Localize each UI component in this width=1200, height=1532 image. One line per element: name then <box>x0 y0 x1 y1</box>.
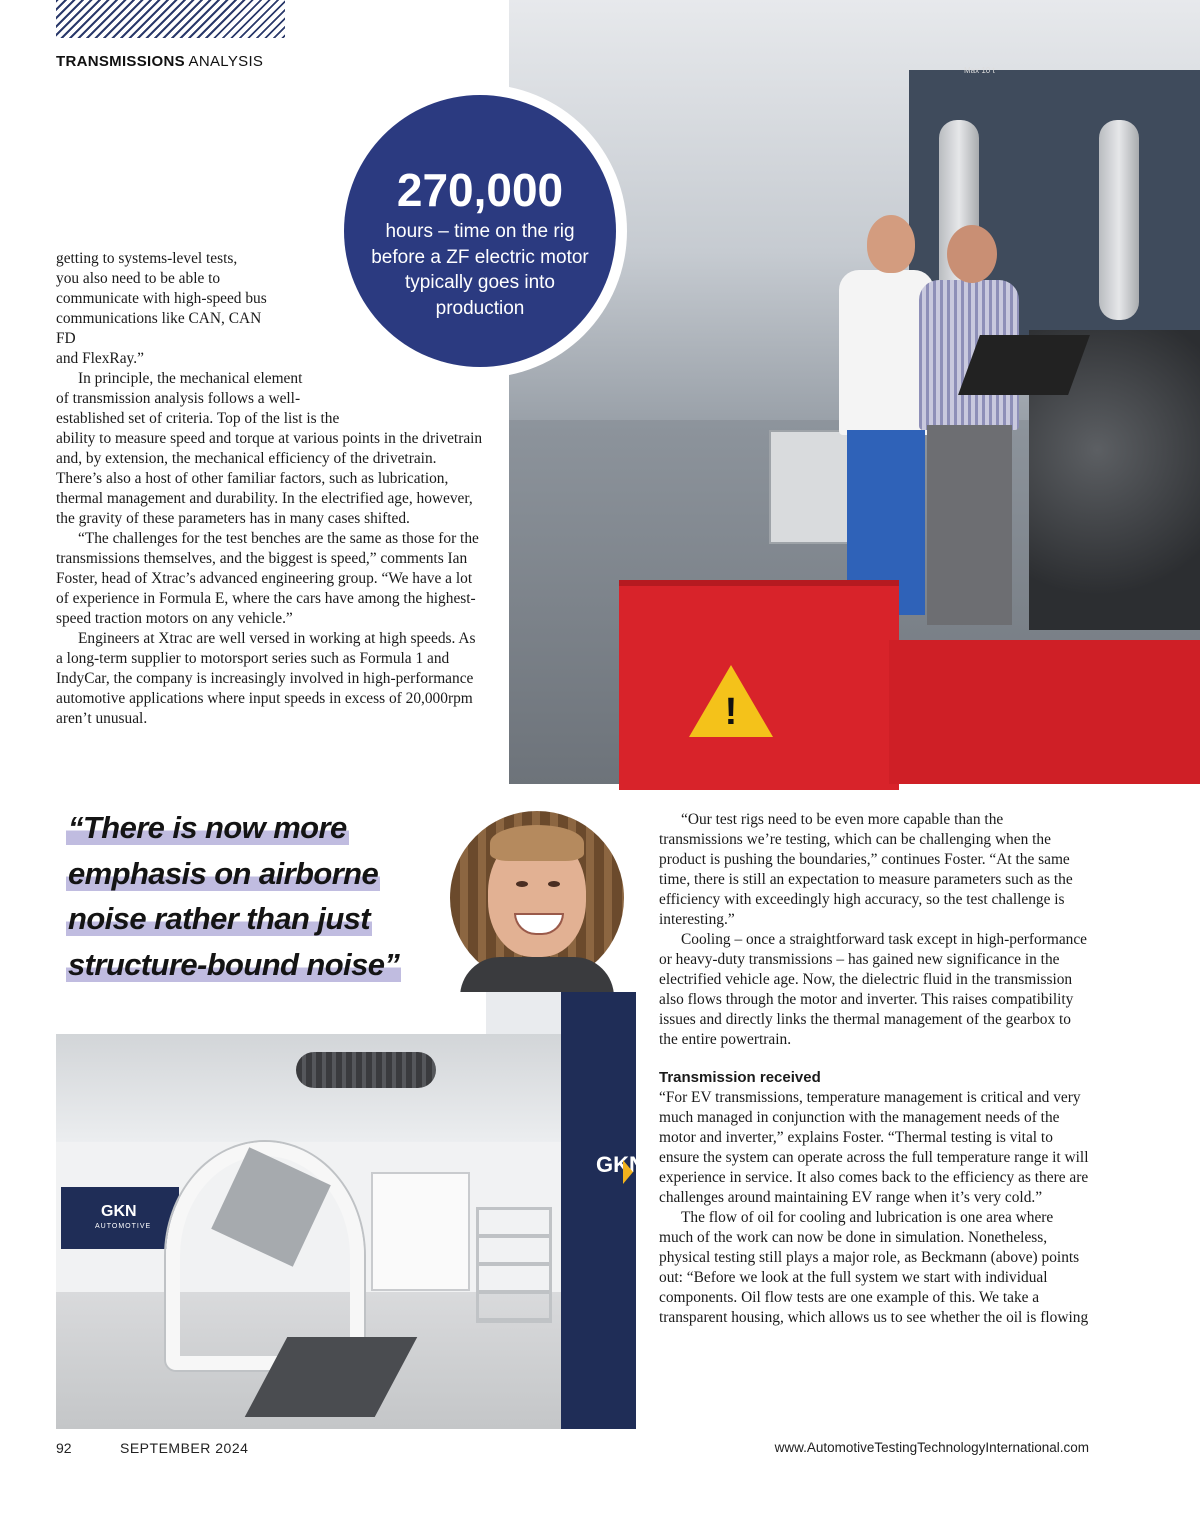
equipment-cabinet <box>371 1172 470 1291</box>
text-line: communications like CAN, CAN FD <box>56 310 262 347</box>
paragraph-text: ability to measure speed and torque at various points in the drivetrain and, by extension, the mechanical efficiency of the drivetrain. There’s also a host of other familiar factors, such as lubrication, thermal management and durability. In the electrified age, however, the gravity of these parameters has in many cases shifted. <box>56 430 483 527</box>
engineer-checked-shirt <box>919 225 1019 635</box>
text-line: getting to systems-level tests, <box>56 250 238 267</box>
paragraph: “For EV transmissions, temperature management is critical and very much managed in conjunction with the management needs of the motor and inverter,” explains Foster. “Thermal testing is vital to ensure the system can operate across the full temperature range it will experience in service. It also comes back to the efficiency as there are challenges around maintaining EV range when it’s very cold.” <box>659 1089 1089 1206</box>
ceiling-duct <box>296 1052 436 1088</box>
pull-quote <box>66 805 426 987</box>
header-hatch-decoration <box>56 0 285 38</box>
test-rig-photo <box>509 0 1200 784</box>
gkn-banner <box>561 992 645 1429</box>
gkn-logo-text: GKN <box>596 1152 645 1177</box>
text-line: In principle, the mechanical element <box>78 370 303 387</box>
engineer-white-shirt <box>839 215 929 635</box>
left-column <box>56 249 486 729</box>
paragraph: The flow of oil for cooling and lubrication is one area where much of the work can now be done in simulation. Nonetheless, physical testing still plays a major role, as Beckmann (above) points out: “Before we look at the full system we start with individual components. Oil flow tests are one example of this. We take a transparent housing, which allows us to see whether the oil is flowing <box>659 1209 1089 1326</box>
paragraph: “The challenges for the test benches are the same as those for the transmissions themselves, and the biggest is speed,” comments Ian Foster, head of Xtrac’s advanced engineering group. “We have a lot of experience in Formula E, where the cars have among the highest-speed traction motors on any vehicle.” <box>56 530 479 627</box>
pull-quote-line: structure-bound noise” <box>68 946 400 982</box>
paragraph: Engineers at Xtrac are well versed in working at high speeds. As a long-term supplier to motorsport series such as Formula 1 and IndyCar, the company is increasingly involved in high-performance automotive applications where input speeds in excess of 20,000rpm aren’t unusual. <box>56 630 476 727</box>
gkn-banner <box>61 1187 179 1249</box>
issue-date: SEPTEMBER 2024 <box>120 1440 249 1456</box>
paragraph <box>56 369 486 529</box>
section-label-bold: TRANSMISSIONS <box>56 53 185 70</box>
page-number: 92 <box>56 1440 72 1456</box>
stat-number: 270,000 <box>396 164 564 216</box>
paragraph: “Our test rigs need to be even more capable than the transmissions we’re testing, which can be challenging when the product is pushing the boundaries,” continues Foster. “At the same time, there is still an expectation to measure parameters such as the efficiency with exceedingly high accuracy, so the test challenge is interesting.” <box>659 811 1073 928</box>
gkn-logo-text: GKN <box>101 1203 137 1220</box>
text-line: and FlexRay.” <box>56 350 144 367</box>
warning-exclamation-icon: ! <box>724 691 738 733</box>
portrait-photo <box>441 802 633 994</box>
right-column <box>659 810 1089 1328</box>
paragraph: Cooling – once a straightforward task except in high-performance or heavy-duty transmissions – has gained new significance in the electrified vehicle age. Now, the dielectric fluid in the transmission also flows through the motor and inverter. This raises compatibility issues and directly links the thermal management of the gearbox to the entire powertrain. <box>659 931 1088 1048</box>
red-rig-housing <box>889 640 1200 784</box>
text-line: you also need to be able to <box>56 270 221 287</box>
stat-text: hours – time on the rig before a ZF electric motor typically goes into production <box>371 221 589 319</box>
laptop <box>958 335 1090 395</box>
section-label-rest: ANALYSIS <box>184 53 264 70</box>
subheading: Transmission received <box>659 1069 821 1086</box>
text-line: of transmission analysis follows a well- <box>56 390 301 407</box>
gkn-test-cell-photo <box>56 992 645 1429</box>
exhaust-duct <box>1099 120 1139 320</box>
access-steps <box>476 1207 552 1323</box>
rig-sign: Max 10 t <box>964 66 995 75</box>
section-label <box>56 53 263 70</box>
pull-quote-line: noise rather than just <box>68 901 371 936</box>
gkn-logo-subtext: AUTOMOTIVE <box>95 1223 152 1230</box>
pull-quote-line: emphasis on airborne <box>68 855 379 891</box>
text-line: communicate with high-speed bus <box>56 290 267 307</box>
text-line: established set of criteria. Top of the list is the <box>56 410 340 427</box>
pull-quote-line: “There is now more <box>68 810 347 845</box>
website-link[interactable]: www.AutomotiveTestingTechnologyInternational.com <box>774 1440 1089 1455</box>
paragraph <box>56 249 486 369</box>
gkn-chevron-icon <box>623 1160 633 1184</box>
